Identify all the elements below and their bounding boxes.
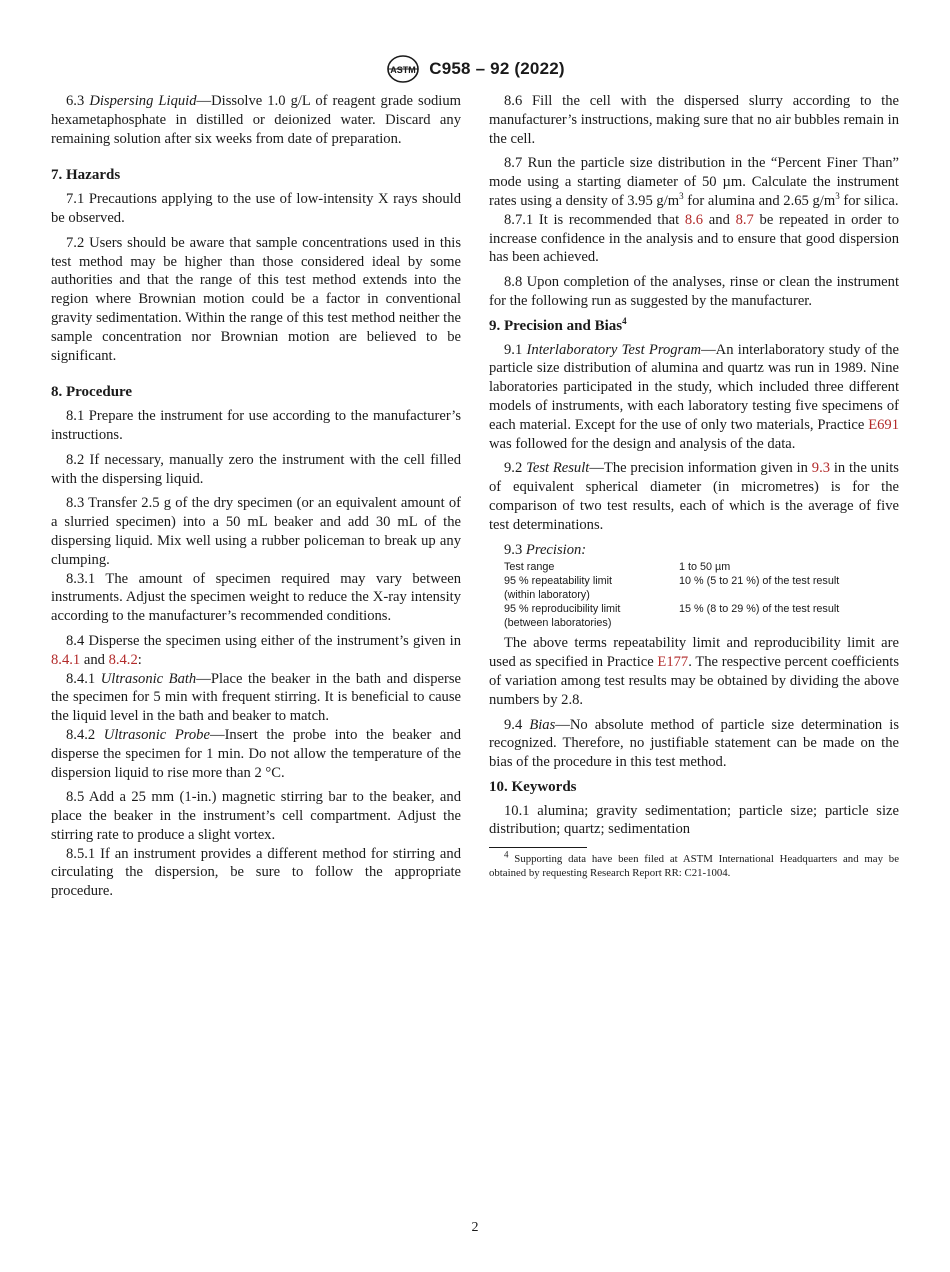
ref-link-e691[interactable]: E691 bbox=[868, 416, 899, 433]
left-column bbox=[51, 92, 461, 907]
footnote: $^4$ Supporting data have been filed at ASTM International Headquarters and may be obtained by requesting Research Report RR: C21-1004. bbox=[489, 849, 899, 879]
section-6-3: 6.3 Dispersing Liquid—Dissolve 1.0 g/L of reagent grade sodium hexametaphosphate in distilled or deionized water. Discard any remaining solution after six weeks from date of preparation. bbox=[51, 93, 461, 147]
section-8-5: 8.5 Add a 25 mm (1-in.) magnetic stirring bar to the beaker, and place the beaker in the instrument’s cell compartment. Adjust the stirring rate to produce a slight vortex. bbox=[51, 789, 461, 843]
heading-procedure: 8. Procedure bbox=[51, 384, 133, 401]
section-8-2: 8.2 If necessary, manually zero the instrument with the cell filled with the dispersing liquid. bbox=[51, 451, 461, 487]
footnote-divider bbox=[489, 847, 587, 848]
right-column bbox=[489, 92, 899, 880]
ref-link-e177[interactable]: E177 bbox=[657, 654, 689, 671]
table-row bbox=[504, 561, 839, 575]
astm-logo-icon bbox=[385, 54, 421, 84]
ref-link-8-6[interactable]: 8.6 bbox=[684, 211, 704, 228]
ref-link-9-3[interactable]: 9.3 bbox=[811, 460, 831, 477]
section-8-4: 8.4 Disperse the specimen using either of the instrument’s given in 8.4.1 and 8.4.2: bbox=[51, 632, 461, 668]
section-10-1: 10.1 alumina; gravity sedimentation; particle size; particle size distribution; quartz; sedimentation bbox=[489, 802, 899, 838]
section-9-1: 9.1 Interlaboratory Test Program—An interlaboratory study of the particle size distribution of alumina and quartz was run in 1989. Nine laboratories participated in the study, which included three different models of instruments, with each laboratory testing five specimens of each material. Except for the use of only two materials, Practice E691 was followed for the design and analysis of the data. bbox=[489, 341, 899, 452]
ref-link-8-4-1[interactable]: 8.4.1 bbox=[51, 651, 81, 668]
section-8-3-1: 8.3.1 The amount of specimen required may vary between instruments. Adjust the specimen weight to reduce the X-ray intensity according to the manufacturer’s recommended conditions. bbox=[51, 570, 461, 625]
section-8-7: 8.7 Run the particle size distribution in the “Percent Finer Than” mode using a starting diameter of 50 µm. Calculate the instrument rates using a density of 3.95 $g/m^3$ for alumina and 2.65 $g/m^3$ for silica. bbox=[489, 155, 899, 209]
heading-precision-bias: 9. Precision and Bias$^4$ bbox=[489, 315, 627, 334]
heading-hazards: 7. Hazards bbox=[51, 167, 121, 184]
section-8-1: 8.1 Prepare the instrument for use according to the manufacturer’s instructions. bbox=[51, 408, 461, 443]
section-9-3: 9.3 Precision: bbox=[504, 541, 587, 558]
table-label: 95 % repeatability limit (within laboratory) bbox=[504, 575, 613, 601]
section-8-8: 8.8 Upon completion of the analyses, rinse or clean the instrument for the following run as suggested by the manufacturer. bbox=[489, 274, 899, 309]
section-8-4-2: 8.4.2 Ultrasonic Probe—Insert the probe into the beaker and disperse the specimen for 1 min. Do not allow the temperature of the dispersion liquid to rise more than 2 °C. bbox=[51, 726, 461, 781]
footnote-marker: 4 bbox=[622, 315, 627, 326]
table-label: 95 % reproducibility limit (between laboratories) bbox=[504, 602, 621, 629]
section-9-4: 9.4 Bias—No absolute method of particle size determination is recognized. Therefore, no justifiable statement can be made on the bias of the procedure in this test method. bbox=[489, 716, 899, 771]
document-designation: C958 – 92 (2022) bbox=[429, 59, 565, 78]
section-8-4-1: 8.4.1 Ultrasonic Bath—Place the beaker in the bath and disperse the specimen for 5 min with frequent stirring. It is beneficial to cause the liquid level in the bath and beaker to match. bbox=[51, 670, 461, 725]
page-number: 2 bbox=[471, 1220, 479, 1235]
ref-link-8-4-2[interactable]: 8.4.2 bbox=[108, 651, 138, 668]
section-7-1: 7.1 Precautions applying to the use of low-intensity X rays should be observed. bbox=[51, 191, 461, 226]
svg-text:ASTM: ASTM bbox=[390, 65, 416, 75]
precision-table bbox=[504, 561, 839, 630]
section-7-2: 7.2 Users should be aware that sample concentrations used in this test method may be higher than those considered ideal by some authorities and that the range of this test method extends into the region where Brownian motion could be a factor in conventional gravity sedimentation. Within the range of this test method neither the sample concentration nor Brownian motion are believed to be significant. bbox=[51, 234, 461, 364]
section-8-6: 8.6 Fill the cell with the dispersed slurry according to the manufacturer’s instructions, making sure that no air bubbles remain in the cell. bbox=[489, 93, 899, 147]
table-value: 1 to 50 µm bbox=[679, 561, 731, 574]
table-row bbox=[504, 603, 839, 631]
page-header bbox=[0, 54, 950, 84]
section-8-3: 8.3 Transfer 2.5 g of the dry specimen (or an equivalent amount of a slurried specimen) into a 50 mL beaker and add 30 mL of the dispersing liquid. Mix well using a rubber policeman to break up any clumping. bbox=[51, 495, 461, 568]
section-8-7-1: 8.7.1 It is recommended that 8.6 and 8.7 be repeated in order to increase confidence in the analysis and to ensure that good dispersion has been achieved. bbox=[489, 211, 899, 266]
precision-note: The above terms repeatability limit and reproducibility limit are used as specified in Practice E177. The respective percent coefficients of variation among test results may be obtained by dividing the above numbers by 2.8. bbox=[489, 635, 899, 708]
table-value: 15 % (8 to 29 %) of the test result bbox=[679, 602, 840, 615]
table-label: Test range bbox=[504, 561, 555, 574]
ref-link-8-7[interactable]: 8.7 bbox=[735, 211, 754, 228]
section-8-5-1: 8.5.1 If an instrument provides a different method for stirring and circulating the dispersion, be sure to follow the appropriate procedure. bbox=[51, 845, 461, 900]
section-9-2: 9.2 Test Result—The precision information given in 9.3 in the units of equivalent spherical diameter (in micrometres) is for the comparison of two test results, each of which is the average of five test determinations. bbox=[489, 460, 899, 533]
table-row bbox=[504, 575, 839, 603]
heading-keywords: 10. Keywords bbox=[489, 778, 577, 795]
table-value: 10 % (5 to 21 %) of the test result bbox=[679, 575, 840, 588]
